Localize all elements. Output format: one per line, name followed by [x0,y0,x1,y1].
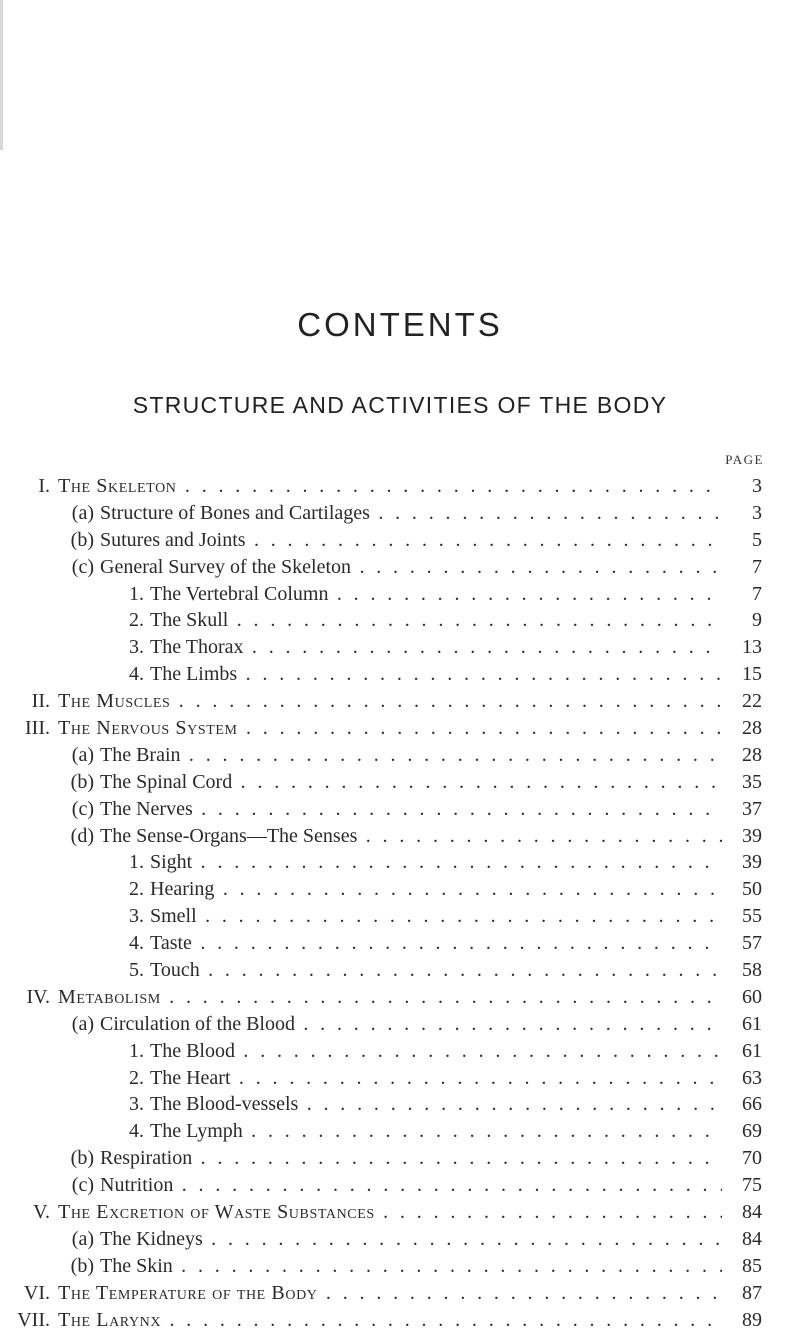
toc-entry-label [150,581,744,608]
toc-entry [0,1172,800,1199]
toc-entry-page: 87 [722,1280,762,1307]
toc-entry-label [150,1038,744,1065]
toc-entry-title: General Survey of the Skeleton [100,555,352,578]
toc-entry-number: 3. [129,905,144,928]
toc-entry-number: (d) [70,824,94,847]
toc-entry-title: The Brain [100,743,181,766]
toc-entry-number: 1. [129,582,144,605]
toc-entry-title: The Muscles [58,690,171,713]
toc-entry-page: 61 [722,1011,762,1038]
toc-entry-label [100,500,744,527]
toc-entry-title: The Lymph [150,1120,243,1143]
toc-entry-title: The Skin [100,1254,173,1277]
toc-entry-label [150,903,744,930]
toc-entry [0,1145,800,1172]
toc-entry-number: (c) [71,555,94,578]
toc-entry [0,661,800,688]
toc-entry-title: Smell [150,905,197,928]
toc-entry-label [150,930,744,957]
toc-entry-label [100,527,744,554]
toc-entry-page: 63 [722,1065,762,1092]
toc-entry [0,957,800,984]
page-column-label: PAGE [725,452,764,467]
toc-entry [0,527,800,554]
toc-entry [0,1307,800,1334]
toc-entry-title: The Skeleton [58,475,177,497]
toc-entry-title: The Vertebral Column [150,582,329,605]
toc-entry-number: (c) [71,1174,94,1197]
toc-entry-number: III. [25,717,50,740]
toc-entry-title: The Blood [150,1039,235,1062]
page-subtitle: STRUCTURE AND ACTIVITIES OF THE BODY [132,392,668,418]
toc-entry-number: 4. [129,663,144,686]
toc-entry-label [58,688,744,715]
toc-entry [0,688,800,715]
toc-entry-label [100,742,744,769]
toc-entry-page: 13 [722,634,762,661]
toc-entry [0,1280,800,1307]
toc-entry-page: 37 [722,796,762,823]
toc-entry-label [150,607,744,634]
toc-entry-number: VI. [23,1281,50,1304]
toc-entry-page: 3 [722,500,762,527]
toc-entry-number: 2. [129,1066,144,1089]
toc-entry-page: 85 [722,1253,762,1280]
toc-entry-page: 28 [722,742,762,769]
toc-entry-number: (a) [71,501,94,524]
toc-entry-title: Touch [150,959,200,982]
toc-entry-number: V. [33,1201,50,1224]
toc-entry-title: Hearing [150,878,215,901]
toc-entry-title: Sight [150,851,193,874]
toc-entry-label [100,769,744,796]
toc-entry-title: The Limbs [150,663,238,686]
toc-entry-page: 39 [722,849,762,876]
toc-entry-title: Sutures and Joints [100,528,246,551]
toc-entry-number: (b) [70,1254,94,1277]
toc-entry-title: Nutrition [100,1174,174,1197]
toc-entry-page: 60 [722,984,762,1011]
toc-entry-label [100,1145,744,1172]
toc-entry-label [100,1253,744,1280]
toc-entry-page: 89 [722,1307,762,1334]
toc-entry-number: 1. [129,1039,144,1062]
toc-entry-page: 28 [722,715,762,742]
toc-entry [0,984,800,1011]
toc-entry-label [58,715,744,742]
toc-entry-number: VII. [17,1308,50,1331]
toc-entry-number: I. [38,475,50,497]
toc-entry-title: The Temperature of the Body [58,1281,318,1304]
toc-entry-number: (a) [71,743,94,766]
toc-entry-number: (b) [70,770,94,793]
toc-entry-title: Taste [150,932,192,955]
toc-entry-title: The Excretion of Waste Substances [58,1201,375,1224]
toc-entry-page: 75 [722,1172,762,1199]
toc-entry-title: The Kidneys [100,1227,203,1250]
toc-entry-page: 3 [722,473,762,500]
toc-entry-page: 58 [722,957,762,984]
toc-entry-label [100,1011,744,1038]
toc-entry [0,1253,800,1280]
toc-entry-number: (c) [71,797,94,820]
toc-entry-label [150,849,744,876]
toc-entry-label [58,1307,744,1334]
toc-entry-page: 84 [722,1199,762,1226]
toc-entry-page: 22 [722,688,762,715]
toc-entry [0,796,800,823]
toc-entry-label [100,1172,744,1199]
toc-entry [0,849,800,876]
toc-entry-page: 57 [722,930,762,957]
toc-entry-title: The Larynx [58,1308,162,1331]
page-edge-line [0,0,3,150]
toc-entry-title: Metabolism [58,985,161,1008]
toc-entry [0,634,800,661]
toc-entry [0,1118,800,1145]
toc-entry-page: 50 [722,876,762,903]
toc-entry [0,715,800,742]
toc-entry-label [150,1065,744,1092]
toc-entry-label [58,1280,744,1307]
toc-entry-title: Circulation of the Blood [100,1012,295,1035]
toc-entry-label [58,473,744,500]
toc-entry-number: 2. [129,878,144,901]
toc-entry-label [58,984,744,1011]
toc-entry-number: II. [31,690,50,713]
toc-entry-number: 1. [129,851,144,874]
toc-entry [0,607,800,634]
toc-entry-number: IV. [26,985,50,1008]
toc-entry-number: 4. [129,1120,144,1143]
toc-entry-label [150,957,744,984]
toc-entry-page: 35 [722,769,762,796]
toc-entry-page: 66 [722,1091,762,1118]
toc-entry-label [100,1226,744,1253]
toc-entry-label [58,1199,744,1226]
toc-entry-page: 7 [722,554,762,581]
toc-entry-number: (a) [71,1012,94,1035]
toc-entry-number: (b) [70,528,94,551]
toc-entry [0,930,800,957]
toc-entry-title: The Spinal Cord [100,770,233,793]
table-of-contents [0,473,800,1334]
toc-entry [0,1011,800,1038]
toc-entry [0,823,800,850]
toc-entry-title: The Heart [150,1066,231,1089]
toc-entry [0,554,800,581]
toc-entry-page: 5 [722,527,762,554]
toc-entry-label [150,1118,744,1145]
toc-entry-page: 70 [722,1145,762,1172]
toc-entry-number: (b) [70,1147,94,1170]
toc-entry-label [150,876,744,903]
toc-entry-page: 9 [722,607,762,634]
toc-entry-page: 84 [722,1226,762,1253]
toc-entry [0,1199,800,1226]
toc-entry-label [100,554,744,581]
toc-entry-title: The Nerves [100,797,193,820]
toc-entry [0,1226,800,1253]
toc-entry-label [150,661,744,688]
toc-entry-title: The Skull [150,609,229,632]
toc-entry-title: The Nervous System [58,717,238,740]
toc-entry [0,1091,800,1118]
toc-entry-title: The Blood-vessels [150,1093,299,1116]
toc-entry-number: 4. [129,932,144,955]
toc-entry-label [100,823,744,850]
page-title: CONTENTS [297,306,503,343]
toc-entry [0,1038,800,1065]
toc-entry [0,769,800,796]
toc-entry-page: 61 [722,1038,762,1065]
toc-entry-label [150,634,744,661]
toc-entry-number: 3. [129,1093,144,1116]
toc-entry-title: Respiration [100,1147,193,1170]
toc-entry-label [100,796,744,823]
toc-entry [0,500,800,527]
toc-entry-title: The Sense-Organs—The Senses [100,824,358,847]
toc-entry [0,581,800,608]
toc-entry-page: 15 [722,661,762,688]
toc-entry-page: 7 [722,581,762,608]
toc-entry-label [150,1091,744,1118]
toc-entry-page: 55 [722,903,762,930]
toc-entry [0,903,800,930]
toc-entry-title: Structure of Bones and Cartilages [100,501,370,524]
toc-entry-number: 3. [129,636,144,659]
toc-entry-number: 5. [129,959,144,982]
toc-entry-number: 2. [129,609,144,632]
toc-entry [0,742,800,769]
toc-entry-page: 39 [722,823,762,850]
toc-entry-title: The Thorax [150,636,244,659]
toc-entry [0,1065,800,1092]
toc-entry [0,473,800,500]
toc-entry-page: 69 [722,1118,762,1145]
toc-entry [0,876,800,903]
toc-entry-number: (a) [71,1227,94,1250]
